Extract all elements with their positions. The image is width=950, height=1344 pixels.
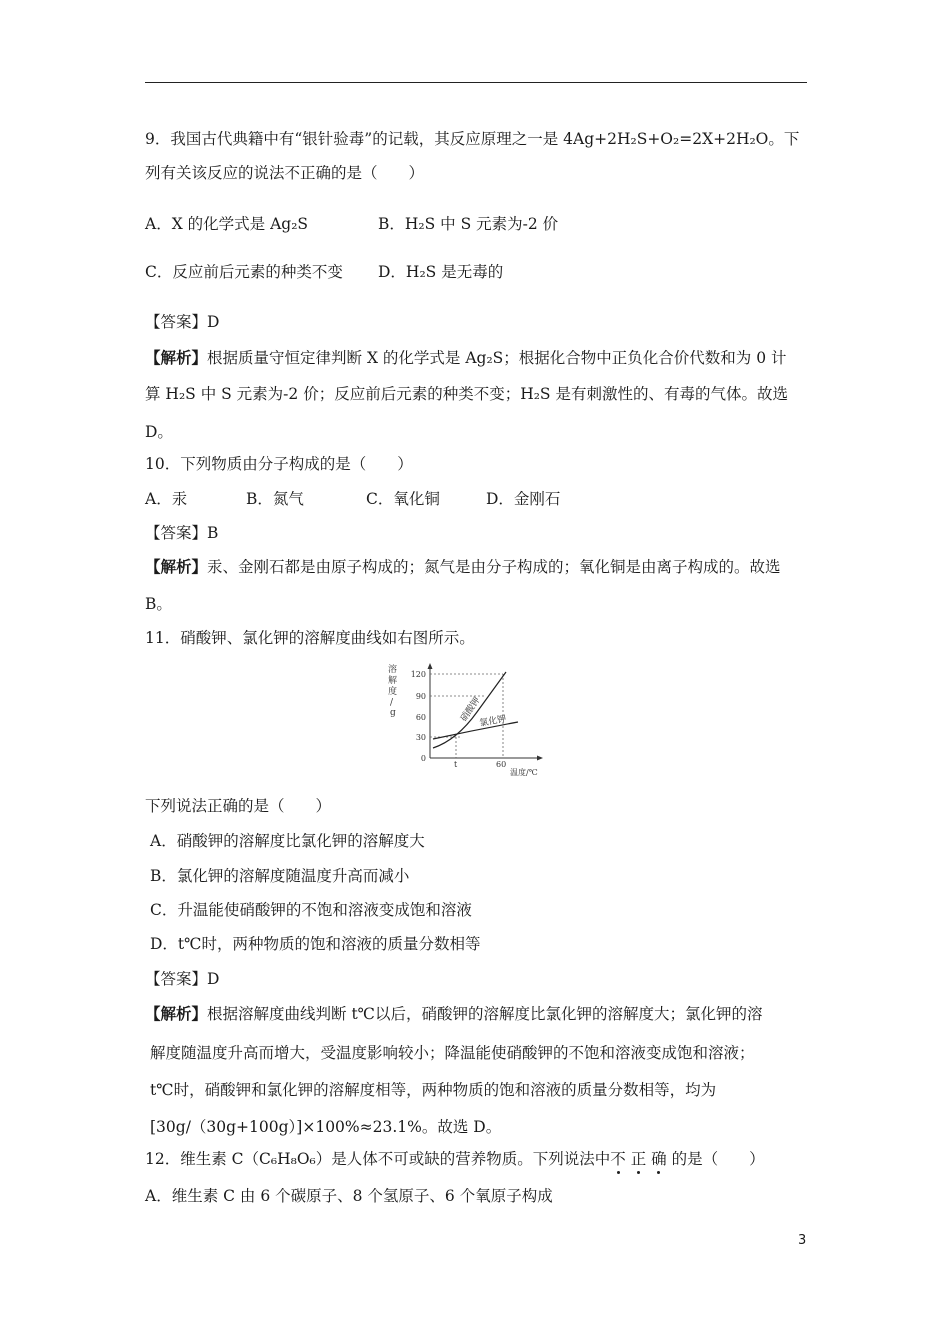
- q11-analysis-line4: [30g/（30g+100g）]×100%≈23.1%。故选 D。: [150, 1118, 502, 1136]
- q9-analysis-line3: D。: [145, 423, 173, 441]
- emphasis-char: 正: [630, 1150, 647, 1168]
- y-tick-label: 60: [415, 713, 426, 722]
- y-tick-label: 30: [415, 733, 426, 742]
- q10-analysis-line1: [145, 556, 781, 578]
- q9-option-d: D．H₂S 是无毒的: [378, 263, 504, 281]
- page-number: 3: [798, 1233, 807, 1248]
- q11-question: 下列说法正确的是（ ）: [145, 797, 332, 815]
- q10-option-b: B．氮气: [246, 490, 304, 508]
- q9-analysis-line1: [145, 347, 787, 369]
- y-label-char: /: [390, 698, 394, 708]
- analysis-text: 根据溶解度曲线判断 t℃以后，硝酸钾的溶解度比氯化钾的溶解度大；氯化钾的溶: [207, 1005, 763, 1023]
- y-label-char: 解: [388, 676, 398, 686]
- q10-option-c: C．氧化铜: [366, 490, 440, 508]
- q12-stem-start: 12．维生素 C（C₆H₈O₆）是人体不可或缺的营养物质。下列说法中: [145, 1150, 611, 1168]
- x-axis-label: 温度/℃: [510, 768, 538, 777]
- y-tick-label: 120: [410, 670, 426, 679]
- emphasis-char: 确: [651, 1150, 667, 1168]
- y-tick-label: 0: [420, 754, 426, 763]
- analysis-text: 汞、金刚石都是由原子构成的；氮气是由分子构成的；氧化铜是由离子构成的。故选: [207, 558, 781, 576]
- potassium-nitrate-label: 硝酸钾: [459, 695, 483, 724]
- answer-tag: 【答案】: [145, 970, 208, 988]
- q10-stem: 10．下列物质由分子构成的是（ ）: [145, 455, 413, 473]
- q12-option-a: A．维生素 C 由 6 个碳原子、8 个氢原子、6 个氧原子构成: [145, 1187, 553, 1205]
- q12-stem-end: 的是（ ）: [671, 1150, 765, 1168]
- x-axis-arrow: [537, 756, 543, 761]
- q11-analysis-line1: [145, 1003, 763, 1025]
- q9-stem-line2: 列有关该反应的说法不正确的是（ ）: [145, 164, 425, 182]
- q10-option-d: D．金刚石: [486, 490, 561, 508]
- answer-tag: 【答案】: [145, 313, 208, 331]
- q10-option-a: A．汞: [145, 490, 188, 508]
- y-label-char: 度: [388, 687, 398, 697]
- potassium-chloride-label: 氯化钾: [478, 714, 508, 729]
- q11-option-c: C．升温能使硝酸钾的不饱和溶液变成饱和溶液: [150, 901, 472, 919]
- q11-answer: [145, 968, 219, 990]
- q9-answer: [145, 311, 219, 333]
- y-label-char: g: [390, 708, 396, 718]
- q11-analysis-line3: t℃时，硝酸钾和氯化钾的溶解度相等，两种物质的饱和溶液的质量分数相等，均为: [150, 1081, 717, 1099]
- x-tick-label: t: [454, 760, 458, 769]
- y-label-char: 溶: [388, 665, 398, 675]
- q11-analysis-line2: 解度随温度升高而增大，受温度影响较小；降温能使硝酸钾的不饱和溶液变成饱和溶液；: [150, 1044, 755, 1062]
- q9-option-a: A．X 的化学式是 Ag₂S: [145, 215, 309, 233]
- y-tick-label: 90: [415, 692, 426, 701]
- q11-option-b: B．氯化钾的溶解度随温度升高而减小: [150, 867, 410, 885]
- answer-value: B: [207, 524, 219, 542]
- q9-option-c: C．反应前后元素的种类不变: [145, 263, 343, 281]
- header-rule: [145, 82, 807, 83]
- emphasis-char: 不: [610, 1150, 626, 1168]
- analysis-text: 根据质量守恒定律判断 X 的化学式是 Ag₂S；根据化合物中正负化合价代数和为 0 计: [207, 349, 787, 367]
- analysis-tag: 【解析】: [145, 1005, 208, 1023]
- analysis-tag: 【解析】: [145, 558, 208, 576]
- x-tick-label: 60: [496, 760, 507, 769]
- q11-stem: 11．硝酸钾、氯化钾的溶解度曲线如右图所示。: [145, 629, 475, 647]
- q12-stem: [145, 1148, 765, 1170]
- answer-value: D: [207, 970, 220, 988]
- answer-value: D: [207, 313, 220, 331]
- q9-stem-line1: 9．我国古代典籍中有“银针验毒”的记载，其反应原理之一是 4Ag+2H₂S+O₂=2X+2H₂O。下: [145, 130, 800, 148]
- q11-option-a: A．硝酸钾的溶解度比氯化钾的溶解度大: [150, 832, 425, 850]
- q11-option-d: D．t℃时，两种物质的饱和溶液的质量分数相等: [150, 935, 481, 953]
- analysis-tag: 【解析】: [145, 349, 208, 367]
- solubility-figure: [385, 662, 565, 778]
- answer-tag: 【答案】: [145, 524, 208, 542]
- q9-analysis-line2: 算 H₂S 中 S 元素为-2 价；反应前后元素的种类不变；H₂S 是有刺激性的、有毒的气体。故选: [145, 385, 788, 403]
- q10-analysis-line2: B。: [145, 595, 172, 613]
- q9-option-b: B．H₂S 中 S 元素为-2 价: [378, 215, 559, 233]
- y-axis-arrow: [428, 663, 433, 669]
- q10-answer: [145, 522, 218, 544]
